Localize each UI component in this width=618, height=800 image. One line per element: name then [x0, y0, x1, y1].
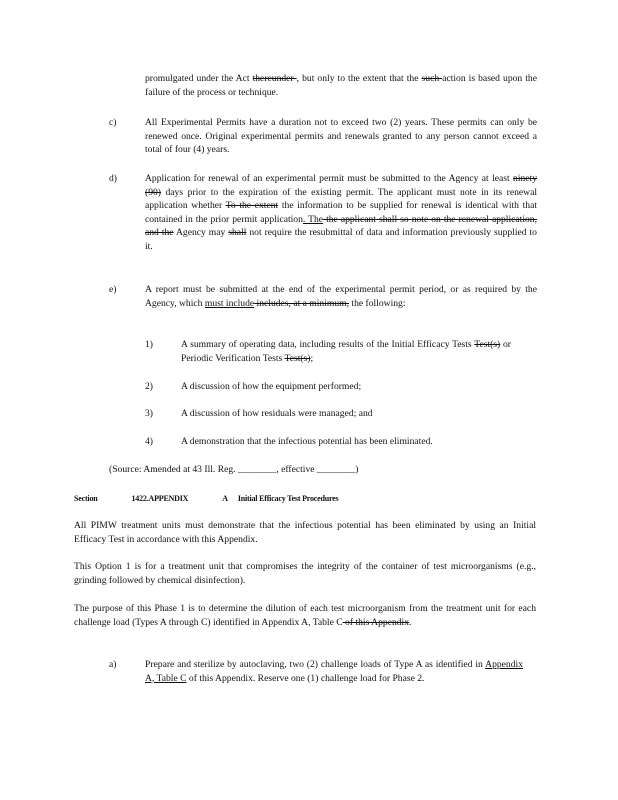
- item-label-1: 1): [145, 339, 153, 350]
- paragraph-promulgated: [145, 72, 537, 99]
- item-label-a: a): [109, 659, 117, 670]
- deleted-text: thereunder: [252, 73, 297, 84]
- item-label-4: 4): [145, 436, 153, 447]
- text: Prepare and sterilize by autoclaving, two (2) challenge loads of Type A as identified in: [145, 659, 486, 670]
- heading-title: Initial Efficacy Test Procedures: [237, 494, 339, 503]
- text: The purpose of this Phase 1 is to determine the dilution of each test microorganism from the treatment unit for each challenge load (Types A through C) identified in Appendix A, Table C: [74, 603, 536, 628]
- text: the following:: [349, 297, 406, 309]
- deleted-text: ninety (90): [145, 173, 537, 198]
- item-label-d: d): [109, 173, 117, 184]
- text: or Periodic Verification Tests: [181, 339, 511, 364]
- paragraph-intro: All PIMW treatment units must demonstrate that the infectious potential has been eliminated by using an Initial Efficacy Test in accordance with this Appendix.: [74, 520, 536, 545]
- deleted-text: Test(s): [284, 352, 311, 364]
- text: action is based upon the failure of the process or technique.: [145, 73, 537, 98]
- paragraph-e: [145, 283, 537, 310]
- deleted-text: includes, at a minimum,: [254, 297, 350, 309]
- text: not require the resubmittal of data and information previously supplied to it.: [145, 227, 537, 252]
- source-note: (Source: Amended at 43 Ill. Reg. ________, effective ________): [109, 464, 359, 475]
- paragraph-e1: [181, 338, 511, 365]
- item-label-2: 2): [145, 381, 153, 392]
- inserted-text: must include: [204, 297, 255, 309]
- text: A summary of operating data, including results of the Initial Efficacy Tests: [181, 339, 475, 350]
- text: Agency may: [173, 227, 229, 239]
- paragraph-d: [145, 172, 537, 254]
- paragraph-option: This Option 1 is for a treatment unit that compromises the integrity of the container of test microorganisms (e.g., grinding followed by chemical disinfection).: [74, 561, 536, 586]
- text: days prior to the expiration of the existing permit. The applicant must note in its renewal application whether: [145, 186, 537, 212]
- item-label-c: c): [109, 117, 117, 128]
- paragraph-e2: A discussion of how the equipment performed;: [181, 381, 362, 392]
- item-label-3: 3): [145, 408, 153, 419]
- text: ;: [310, 352, 314, 364]
- deleted-text: of this Appendix: [342, 616, 410, 628]
- paragraph-c: All Experimental Permits have a duration not to exceed two (2) years. These permits can only be renewed once. Original experimental permits and renewals granted to any person cannot exceed a total of four (4) years.: [145, 117, 537, 156]
- text: , but only to the extent that the: [296, 73, 422, 84]
- heading-letter: A: [222, 494, 228, 503]
- item-label-e: e): [109, 284, 117, 295]
- section-heading: [74, 492, 494, 506]
- text: .: [409, 616, 412, 628]
- deleted-text: such: [421, 73, 443, 84]
- text: of this Appendix. Reserve one (1) challenge load for Phase 2.: [186, 672, 425, 684]
- paragraph-e4: A demonstration that the infectious potential has been eliminated.: [181, 436, 433, 447]
- inserted-text: . The: [302, 213, 324, 225]
- text: Application for renewal of an experimental permit must be submitted to the Agency at least: [145, 173, 514, 184]
- deleted-text: shall: [228, 227, 247, 239]
- paragraph-e3: A discussion of how residuals were managed; and: [181, 408, 373, 419]
- deleted-text: the applicant shall so note on the renewal application, and the: [145, 213, 537, 239]
- heading-number: 1422.APPENDIX: [131, 494, 189, 503]
- text: A report must be submitted at the end of the experimental permit period, or as required by the Agency, which: [145, 284, 537, 309]
- deleted-text: Test(s): [474, 339, 501, 350]
- deleted-text: To the extent: [225, 200, 279, 212]
- paragraph-a: [145, 658, 523, 685]
- paragraph-purpose: [74, 602, 536, 629]
- heading-section: Section: [74, 494, 98, 503]
- text: promulgated under the Act: [145, 73, 253, 84]
- text: the information to be supplied for renewal is identical with that contained in the prior permit application: [145, 200, 537, 225]
- inserted-text: Appendix A, Table C: [145, 659, 523, 684]
